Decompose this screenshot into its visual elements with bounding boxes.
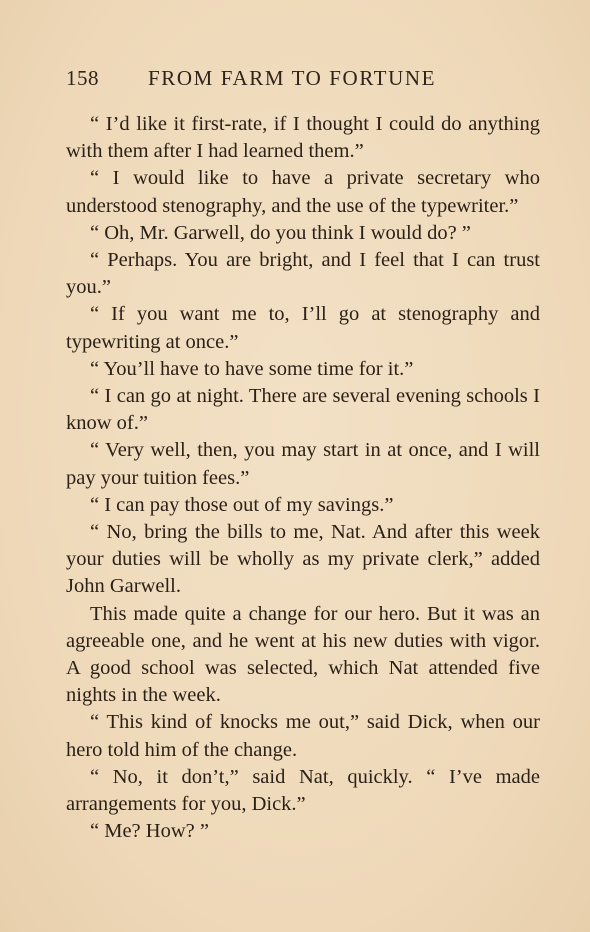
page-header bbox=[66, 66, 540, 96]
paragraph: “ Oh, Mr. Garwell, do you think I would do? ” bbox=[90, 221, 471, 244]
paragraph: “ Me? How? ” bbox=[90, 820, 209, 843]
paragraph: “ No, it don’t,” said Nat, quickly. “ I’ve made arrangements for you, Dick.” bbox=[66, 765, 540, 816]
page-number: 158 bbox=[66, 66, 99, 90]
paragraph: “ Perhaps. You are bright, and I feel that I can trust you.” bbox=[66, 249, 540, 299]
paragraph: “ This kind of knocks me out,” said Dick, when our hero told him of the change. bbox=[66, 711, 540, 761]
running-head: FROM FARM TO FORTUNE bbox=[148, 66, 437, 90]
paragraph: “ If you want me to, I’ll go at stenography and typewriting at once.” bbox=[66, 303, 540, 353]
paragraph: “ Very well, then, you may start in at once, and I will pay your tuition fees.” bbox=[66, 439, 540, 489]
body-text bbox=[66, 111, 540, 845]
paragraph: “ No, bring the bills to me, Nat. And after this week your duties will be wholly as my private clerk,” added John Garwell. bbox=[66, 521, 540, 598]
paragraph: “ You’ll have to have some time for it.” bbox=[90, 357, 414, 380]
paragraph: “ I’d like it first-rate, if I thought I could do anything with them after I had learned them.” bbox=[66, 113, 540, 163]
paragraph: This made quite a change for our hero. But it was an agreeable one, and he went at his new duties with vigor. A good school was selected, which Nat attended five nights in the week. bbox=[66, 602, 540, 707]
paragraph: “ I can go at night. There are several evening schools I know of.” bbox=[66, 385, 540, 435]
paragraph: “ I would like to have a private secretary who understood stenography, and the use of the typewriter.” bbox=[66, 167, 540, 217]
paragraph: “ I can pay those out of my savings.” bbox=[90, 493, 394, 516]
